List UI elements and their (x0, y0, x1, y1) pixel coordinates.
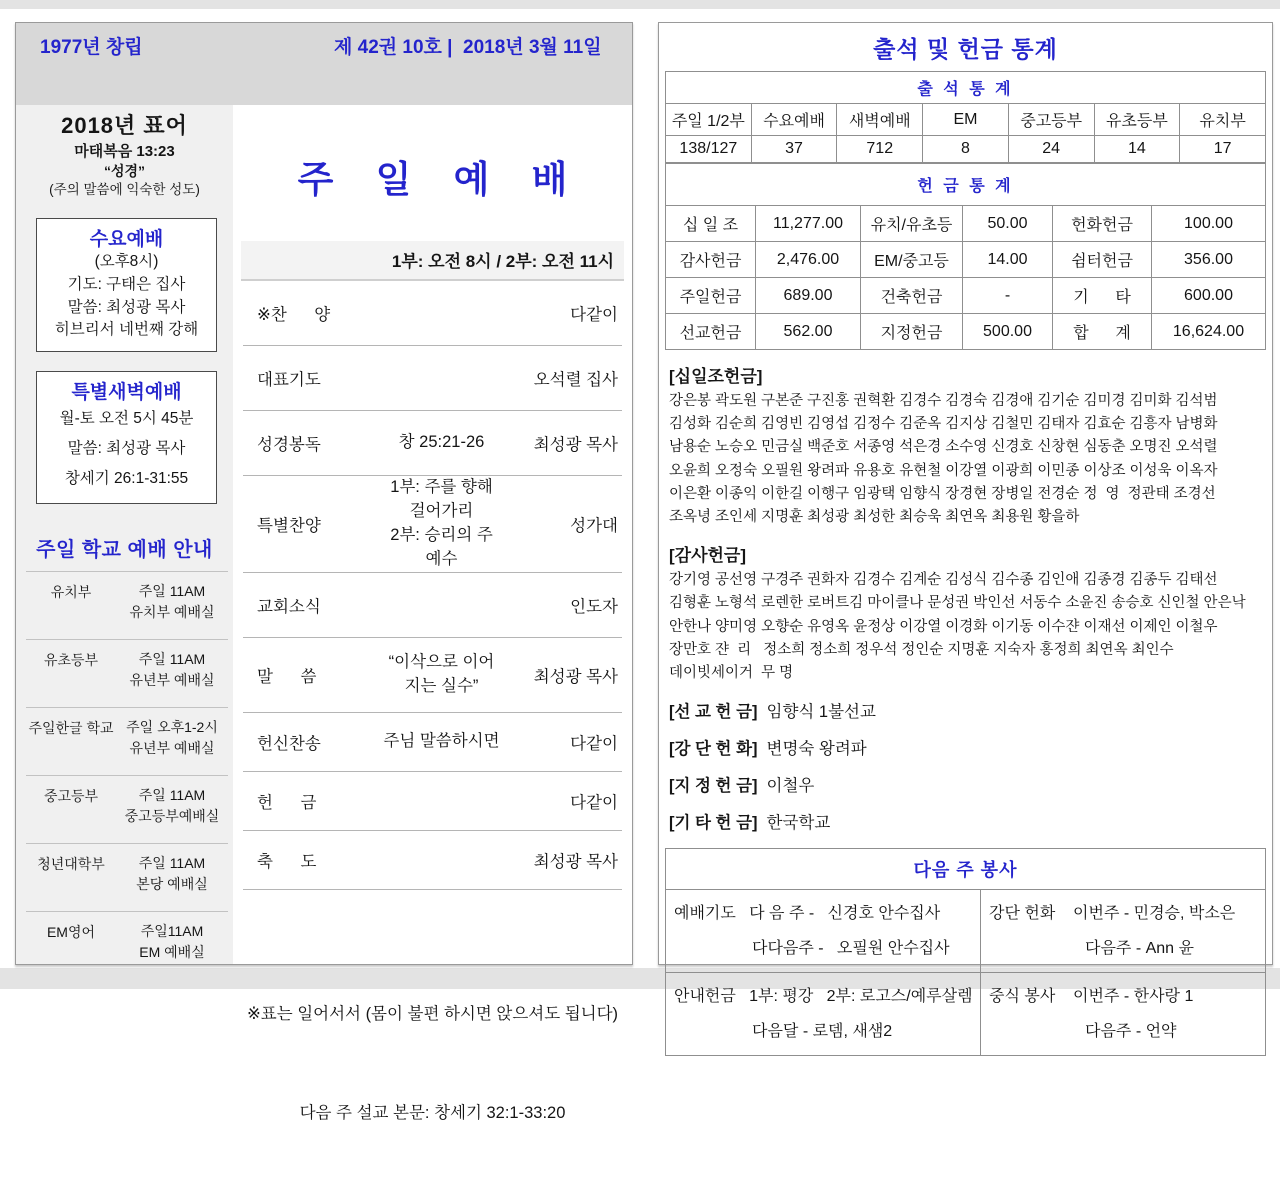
offering-label: 건축헌금 (861, 278, 963, 314)
worship-item-person: 최성광 목사 (533, 852, 618, 871)
motto-verse-ref: 마태복음 13:23 (74, 142, 175, 160)
offering-row (666, 242, 1266, 278)
thanksgiving-donors-line: 데이빗세이거 무 명 (669, 664, 794, 681)
tithe-donors-label: [십일조헌금] (669, 367, 763, 386)
offering-amount: 2,476.00 (756, 242, 861, 278)
offering-row (666, 278, 1266, 314)
offering-label: 쉼터헌금 (1053, 242, 1152, 278)
thanksgiving-donors-line: 김형훈 노형석 로렌한 로버트김 마이클나 문성권 박인선 서동수 소윤진 송승호 신인철 안은낙 (669, 595, 1246, 612)
altar-flowers-text: 변명숙 왕려파 (766, 740, 867, 759)
worship-item-label: 교회소식 (257, 597, 321, 616)
offering-label: EM/중고등 (861, 242, 963, 278)
next-week-service-table (665, 848, 1266, 1056)
offering-amount: 11,277.00 (756, 206, 861, 242)
page-top-edge (0, 0, 1280, 9)
school-dept-time: 주일 11AM (138, 854, 206, 871)
worship-item-label: ※찬 양 (257, 306, 331, 324)
wednesday-sermon: 말씀: 최성광 목사 (67, 298, 186, 316)
mission-offering-label: [선 교 헌 금] (669, 703, 758, 722)
offering-amount: 14.00 (963, 242, 1053, 278)
thanksgiving-donors-line: 강기영 공선영 구경주 권화자 김경수 김계순 김성식 김수종 김인애 김종경 김종두 김태선 (669, 572, 1218, 589)
worship-item-label: 헌 금 (257, 793, 317, 812)
designated-offering-label: [지 정 헌 금] (669, 777, 758, 796)
sunday-school-row (26, 911, 228, 979)
designated-offering-text: 이철우 (766, 777, 815, 796)
wednesday-series: 히브리서 네번째 강해 (54, 321, 199, 339)
offering-amount: 562.00 (756, 314, 861, 350)
tithe-donors-block (659, 350, 1272, 529)
school-dept-place: EM 예배실 (139, 944, 205, 961)
attendance-col: 새벽예배 (837, 104, 923, 136)
thanksgiving-donors-line: 안한나 양미영 오향순 유영옥 윤정상 이강열 이경화 이기동 이수쟌 이재선 이제인 이철우 (669, 618, 1218, 635)
offering-row (666, 314, 1266, 350)
worship-item-detail-line1: 1부: 주를 향해 걸어가리 (390, 478, 493, 520)
lunch-service-line1: 중식 봉사 이번주 - 한사랑 1 (989, 988, 1194, 1006)
bulletin-sidebar (16, 105, 233, 964)
service-row (666, 890, 1266, 973)
other-offering-text: 한국학교 (766, 814, 831, 833)
worship-item-person: 최성광 목사 (533, 436, 618, 454)
worship-prayer-cell (666, 890, 981, 973)
attendance-col: 수요예배 (751, 104, 837, 136)
worship-prayer-line2: 다다음주 - 오필원 안수집사 (752, 940, 950, 958)
worship-row-news (243, 573, 622, 638)
school-dept-name: EM영어 (46, 923, 96, 940)
mission-offering-text: 임향식 1불선교 (766, 703, 876, 722)
school-dept-place: 유년부 예배실 (129, 740, 215, 757)
offering-amount: 16,624.00 (1152, 314, 1266, 350)
offering-label: 십 일 조 (666, 206, 756, 242)
offering-table (665, 163, 1266, 350)
attendance-value: 37 (751, 136, 837, 163)
offering-label: 기 타 (1053, 278, 1152, 314)
dawn-passage: 창세기 26:1-31:55 (64, 469, 189, 487)
school-dept-time: 주일 11AM (138, 650, 206, 667)
offering-label: 주일헌금 (666, 278, 756, 314)
altar-flower-cell (981, 890, 1266, 973)
sunday-school-row (26, 639, 228, 707)
offering-label: 합 계 (1053, 314, 1152, 350)
service-times-band: 1부: 오전 8시 / 2부: 오전 11시 (241, 241, 624, 281)
lunch-service-cell (981, 973, 1266, 1056)
offering-row (666, 206, 1266, 242)
worship-order-column (233, 105, 632, 1122)
usher-offering-cell (666, 973, 981, 1056)
school-dept-time: 주일 11AM (138, 786, 206, 803)
thanksgiving-donors-label: [감사헌금] (669, 546, 747, 566)
attendance-values-row (666, 136, 1266, 163)
attendance-value: 14 (1094, 136, 1180, 163)
dawn-sermon: 말씀: 최성광 목사 (67, 440, 186, 458)
worship-row-prayer (243, 346, 622, 411)
attendance-value: 24 (1008, 136, 1094, 163)
usher-offering-line2: 다음달 - 로뎀, 새샘2 (752, 1023, 893, 1041)
altar-flower-line2: 다음주 - Ann 윤 (1085, 940, 1194, 958)
sunday-school-row (26, 571, 228, 639)
thanksgiving-donors-block (659, 529, 1272, 685)
worship-footnotes (241, 932, 624, 1196)
standing-note: ※표는 일어서서 (몸이 불편 하시면 앉으셔도 됩니다) (246, 1004, 619, 1023)
worship-prayer-line1: 예배기도 다 음 주 - 신경호 안수집사 (674, 905, 941, 923)
school-dept-name: 유초등부 (43, 651, 99, 668)
school-dept-name: 유치부 (50, 583, 92, 600)
worship-item-label: 축 도 (257, 852, 317, 871)
attendance-columns-row (666, 104, 1266, 136)
attendance-value: 8 (923, 136, 1009, 163)
lunch-service-line2: 다음주 - 언약 (1085, 1023, 1177, 1041)
other-offering-item (659, 809, 1272, 833)
attendance-header: 출 석 통 계 (666, 72, 1266, 104)
attendance-col: 유치부 (1180, 104, 1266, 136)
wednesday-prayer: 기도: 구태은 집사 (67, 275, 186, 293)
offering-amount: 100.00 (1152, 206, 1266, 242)
offering-label: 유치/유초등 (861, 206, 963, 242)
tithe-donors-line: 오윤희 오정숙 오필원 왕려파 유용호 유현철 이강열 이광희 이민종 이상조 이성욱 이옥자 (669, 462, 1218, 479)
worship-item-detail-line2: 2부: 승리의 주 예수 (390, 525, 493, 568)
worship-item-detail: 주님 말씀하시면 (383, 731, 500, 750)
altar-flowers-label: [강 단 헌 화] (669, 740, 758, 759)
mission-offering-item (659, 698, 1272, 722)
worship-item-person: 오석렬 집사 (533, 371, 618, 389)
attendance-table (665, 71, 1266, 163)
dawn-time: 월-토 오전 5시 45분 (59, 410, 194, 428)
offering-amount: - (963, 278, 1053, 314)
worship-item-person: 다같이 (570, 306, 618, 324)
offering-label: 헌화헌금 (1053, 206, 1152, 242)
attendance-value: 17 (1180, 136, 1266, 163)
worship-item-label: 헌신찬송 (257, 734, 321, 753)
tithe-donors-line: 조옥녕 조인세 지명훈 최성광 최성한 최승욱 최연옥 최용원 황을하 (669, 508, 1080, 525)
tithe-donors-line: 김성화 김순희 김영빈 김영섭 김정수 김준옥 김지상 김철민 김태자 김효순 김흥자 남병화 (669, 416, 1218, 433)
offering-label: 선교헌금 (666, 314, 756, 350)
wednesday-service-box (36, 218, 217, 353)
offering-label: 지정헌금 (861, 314, 963, 350)
attendance-col: EM (923, 104, 1009, 136)
bulletin-header-band (16, 23, 632, 105)
bulletin-left-page (15, 22, 633, 1122)
school-dept-time: 주일 오후1-2시 (126, 718, 218, 735)
worship-item-person: 최성광 목사 (533, 667, 618, 686)
school-dept-time: 주일11AM (140, 922, 204, 939)
tithe-donors-line: 강은봉 곽도원 구본준 구진홍 권혁환 김경수 김경숙 김경애 김기순 김미경 김미화 김석범 (669, 393, 1218, 409)
service-row (666, 973, 1266, 1056)
motto-subtitle: (주의 말씀에 익숙한 성도) (49, 181, 200, 197)
wednesday-service-title: 수요예배 (89, 228, 164, 250)
other-offering-label: [기 타 헌 금] (669, 814, 758, 833)
founded-year-label: 1977년 창립 (40, 37, 143, 58)
worship-row-sermon (243, 638, 622, 713)
worship-row-scripture (243, 411, 622, 476)
worship-item-person: 다같이 (570, 734, 618, 753)
dawn-service-title: 특별새벽예배 (71, 382, 182, 404)
year-motto (16, 105, 233, 199)
next-week-service-header: 다음 주 봉사 (666, 849, 1266, 890)
attendance-value: 712 (837, 136, 923, 163)
school-dept-name: 청년대학부 (37, 855, 105, 872)
worship-item-person: 다같이 (570, 793, 618, 812)
tithe-donors-line: 이은환 이종익 이한길 이행구 임광택 임향식 장경현 장병일 전경순 정 영 정관태 조경선 (669, 485, 1216, 502)
worship-row-benediction (243, 831, 622, 890)
designated-offering-item (659, 772, 1272, 796)
sunday-school-row (26, 843, 228, 911)
motto-title: 2018년 표어 (61, 113, 188, 138)
school-dept-place: 본당 예배실 (136, 876, 208, 893)
worship-row-special-song (243, 476, 622, 573)
issue-and-date-label: 제 42권 10호 | 2018년 3월 11일 (334, 37, 602, 58)
worship-row-praise (243, 281, 622, 346)
worship-item-label: 대표기도 (257, 371, 321, 389)
dawn-service-box (36, 371, 217, 503)
school-dept-name: 중고등부 (43, 787, 99, 804)
offering-amount: 689.00 (756, 278, 861, 314)
offering-amount: 500.00 (963, 314, 1053, 350)
worship-item-label: 특별찬양 (257, 516, 321, 535)
worship-row-offering (243, 772, 622, 831)
attendance-value: 138/127 (666, 136, 752, 163)
offering-label: 감사헌금 (666, 242, 756, 278)
school-dept-name: 주일한글 학교 (28, 719, 114, 736)
offering-amount: 50.00 (963, 206, 1053, 242)
attendance-col: 유초등부 (1094, 104, 1180, 136)
altar-flowers-item (659, 735, 1272, 759)
attendance-col: 중고등부 (1008, 104, 1094, 136)
worship-item-label: 말 씀 (257, 667, 317, 686)
motto-keyword: “성경” (103, 163, 146, 180)
school-dept-place: 중고등부예배실 (124, 808, 220, 825)
bulletin-right-page (658, 22, 1273, 1041)
offering-header: 헌 금 통 계 (666, 164, 1266, 206)
altar-flower-line1: 강단 헌화 이번주 - 민경승, 박소은 (989, 905, 1236, 923)
sunday-school-row (26, 707, 228, 775)
sunday-school-row (26, 775, 228, 843)
school-dept-place: 유치부 예배실 (129, 604, 215, 621)
worship-item-detail: 창 25:21-26 (398, 433, 485, 452)
worship-row-dedication-hymn (243, 713, 622, 772)
school-dept-time: 주일 11AM (138, 582, 206, 599)
next-week-sermon-note: 다음 주 설교 본문: 창세기 32:1-33:20 (299, 1103, 566, 1122)
sunday-worship-title: 주 일 예 배 (297, 159, 584, 200)
tithe-donors-line: 남용순 노승오 민금실 백준호 서종영 석은경 소수영 신경호 신창현 심동춘 오명진 오석렬 (669, 439, 1218, 456)
stats-page-title: 출석 및 헌금 통계 (873, 36, 1058, 62)
worship-item-label: 성경봉독 (257, 436, 321, 454)
wednesday-time: (오후8시) (94, 252, 159, 270)
worship-item-person: 성가대 (570, 516, 618, 535)
sunday-school-title: 주일 학교 예배 안내 (36, 538, 213, 561)
worship-item-detail: “이삭으로 이어지는 실수” (388, 652, 495, 695)
worship-item-person: 인도자 (570, 597, 618, 616)
offering-amount: 600.00 (1152, 278, 1266, 314)
offering-amount: 356.00 (1152, 242, 1266, 278)
school-dept-place: 유년부 예배실 (129, 672, 215, 689)
usher-offering-line1: 안내헌금 1부: 평강 2부: 로고스/예루살렘 (674, 988, 973, 1006)
thanksgiving-donors-line: 장만호 쟌 리 정소희 정소희 정우석 정인순 지명훈 지숙자 홍정희 최연옥 최인수 (669, 641, 1174, 658)
attendance-col: 주일 1/2부 (666, 104, 752, 136)
